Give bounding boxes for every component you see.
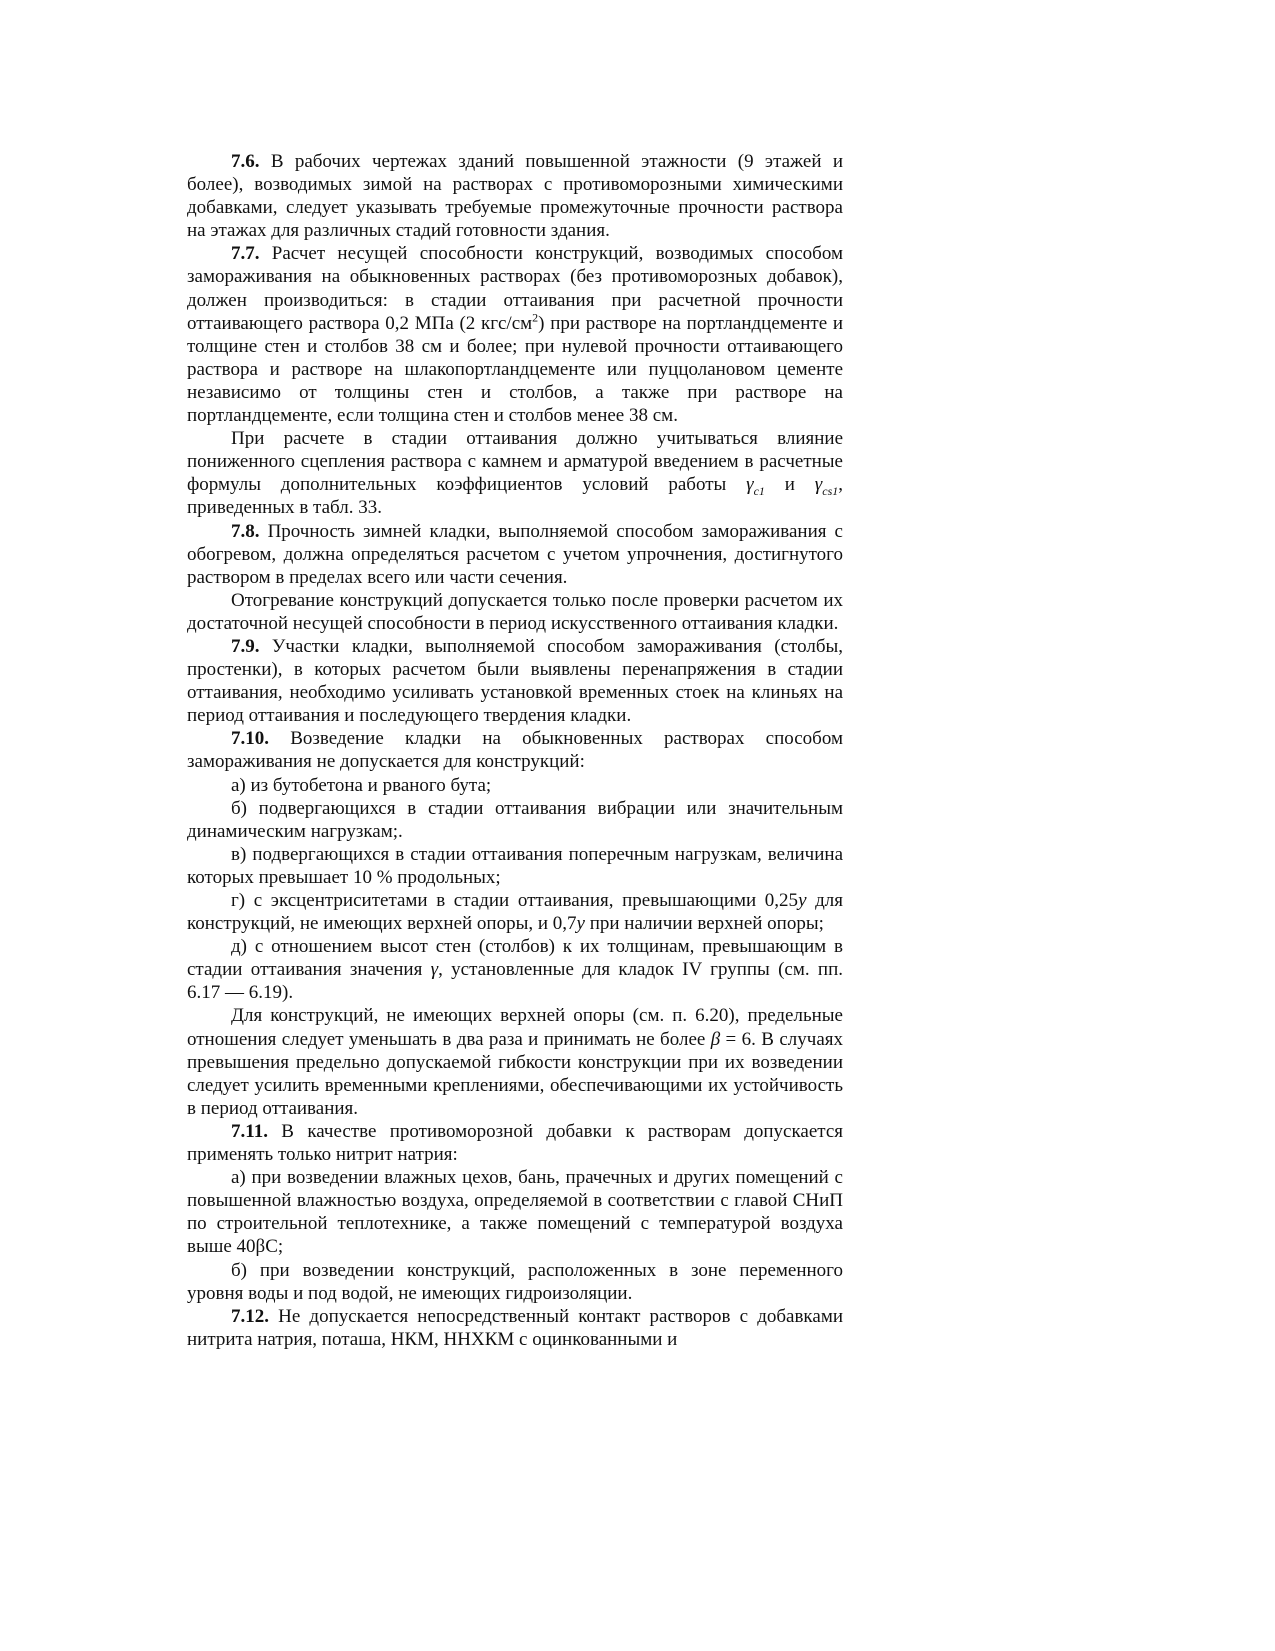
subscript: c1	[753, 484, 765, 499]
list-item-text: а) при возведении влажных цехов, бань, прачечных и других помещений с повышенной влажностью воздуха, определяемой в соответствии с главой СНиП по строительной теплотехнике, а также помещений с температурой воздуха выше 40βС;	[187, 1167, 843, 1258]
paragraph-7-7-continuation	[187, 427, 843, 519]
subscript: cs1	[822, 484, 839, 499]
paragraph-text-continued: , приведенных в табл. 33.	[187, 474, 843, 519]
list-item-v	[187, 843, 843, 889]
paragraph-number: 7.8.	[231, 520, 260, 542]
paragraph-text: Отогревание конструкций допускается только после проверки расчетом их достаточной несущей способности в период искусственного оттаивания кладки.	[187, 589, 843, 634]
paragraph-7-6	[187, 150, 843, 242]
conjunction: и	[764, 474, 815, 496]
paragraph-text: Не допускается непосредственный контакт растворов с добавками нитрита натрия, поташа, НКМ, ННХКМ с оцинкованными и	[187, 1305, 844, 1350]
y-symbol: y	[798, 890, 807, 911]
paragraph-text: Прочность зимней кладки, выполняемой способом замораживания с обогревом, должна определяться расчетом с учетом упрочнения, достигнутого раствором в пределах всего или части сечения.	[187, 520, 843, 588]
paragraph-7-10-continuation	[187, 1004, 843, 1119]
list-item-b	[187, 1259, 843, 1305]
paragraph-text-continued: ) при растворе на портландцементе и толщине стен и столбов 38 см и более; при нулевой прочности оттаивающего раствора и растворе на шлакопортландцементе или пуццолановом цементе независимо от толщины стен и столбов, а также при растворе на портландцементе, если толщина стен и столбов менее 38 см.	[187, 312, 843, 427]
list-item-text: а) из бутобетона и рваного бута;	[231, 774, 492, 796]
paragraph-number: 7.6.	[231, 151, 260, 172]
paragraph-text: При расчете в стадии оттаивания должно учитываться влияние пониженного сцепления раствора с камнем и арматурой введением в расчетные формулы дополнительных коэффициентов условий работы	[187, 428, 843, 496]
paragraph-text-continued: = 6. В случаях превышения предельно допускаемой гибкости конструкции при их возведении следует усилить временными креплениями, обеспечивающими их устойчивость в период оттаивания.	[187, 1028, 843, 1119]
list-item-text: д) с отношением высот стен (столбов) к их толщинам, превышающим в стадии оттаивания значения	[187, 936, 843, 981]
list-item-a	[187, 774, 843, 797]
list-item-text-continued: , установленные для кладок IV группы (см. пп. 6.17 — 6.19).	[187, 959, 844, 1004]
paragraph-7-10	[187, 727, 843, 773]
paragraph-text: Возведение кладки на обыкновенных растворах способом замораживания не допускается для конструкций:	[187, 728, 843, 773]
gamma-symbol: γ	[746, 474, 754, 496]
paragraph-7-11	[187, 1120, 843, 1166]
paragraph-7-8	[187, 520, 843, 589]
paragraph-text: Участки кладки, выполняемой способом замораживания (столбы, простенки), в которых расчетом были выявлены перенапряжения в стадии оттаивания, необходимо усиливать установкой временных стоек на клиньях на период оттаивания и последующего твердения кладки.	[187, 635, 844, 727]
list-item-text: б) подвергающихся в стадии оттаивания вибрации или значительным динамическим нагрузкам;.	[187, 797, 843, 842]
paragraph-number: 7.11.	[231, 1120, 268, 1142]
document-page	[187, 150, 843, 1351]
list-item-g	[187, 889, 843, 935]
list-item-text: в) подвергающихся в стадии оттаивания поперечным нагрузкам, величина которых превышает 10 % продольных;	[187, 843, 843, 888]
paragraph-text: В рабочих чертежах зданий повышенной этажности (9 этажей и более), возводимых зимой на растворах с противоморозными химическими добавками, следует указывать требуемые промежуточные прочности раствора на этажах для различных стадий готовности здания.	[187, 151, 844, 242]
paragraph-number: 7.10.	[231, 728, 269, 750]
superscript: 2	[532, 310, 539, 325]
paragraph-text: В качестве противоморозной добавки к растворам допускается применять только нитрит натрия:	[187, 1120, 843, 1166]
list-item-text: г) с эксцентриситетами в стадии оттаивания, превышающими 0,25	[231, 890, 799, 911]
paragraph-7-8-continuation	[187, 589, 843, 635]
gamma-symbol: γ	[814, 474, 823, 496]
paragraph-7-9	[187, 635, 843, 727]
list-item-text-end: при наличии верхней опоры;	[584, 913, 824, 935]
list-item-text-continued: для конструкций, не имеющих верхней опоры, и 0,7	[187, 890, 844, 935]
gamma-symbol: γ	[430, 959, 439, 981]
paragraph-number: 7.9.	[231, 635, 260, 657]
y-symbol: y	[576, 913, 585, 935]
paragraph-7-12	[187, 1305, 843, 1351]
list-item-a	[187, 1166, 843, 1258]
paragraph-number: 7.7.	[231, 243, 260, 265]
paragraph-text: Расчет несущей способности конструкций, возводимых способом замораживания на обыкновенных растворах (без противоморозных добавок), должен производиться: в стадии оттаивания при расчетной прочности оттаивающего раствора 0,2 МПа (2 кгс/см	[187, 243, 844, 334]
list-item-d	[187, 935, 843, 1004]
list-item-text: б) при возведении конструкций, расположенных в зоне переменного уровня воды и под водой, не имеющих гидроизоляции.	[187, 1259, 843, 1304]
paragraph-7-7	[187, 242, 843, 427]
beta-symbol: β	[710, 1028, 721, 1050]
paragraph-number: 7.12.	[231, 1305, 269, 1327]
paragraph-text: Для конструкций, не имеющих верхней опоры (см. п. 6.20), предельные отношения следует уменьшать в два раза и принимать не более	[187, 1005, 843, 1050]
list-item-b	[187, 797, 843, 843]
